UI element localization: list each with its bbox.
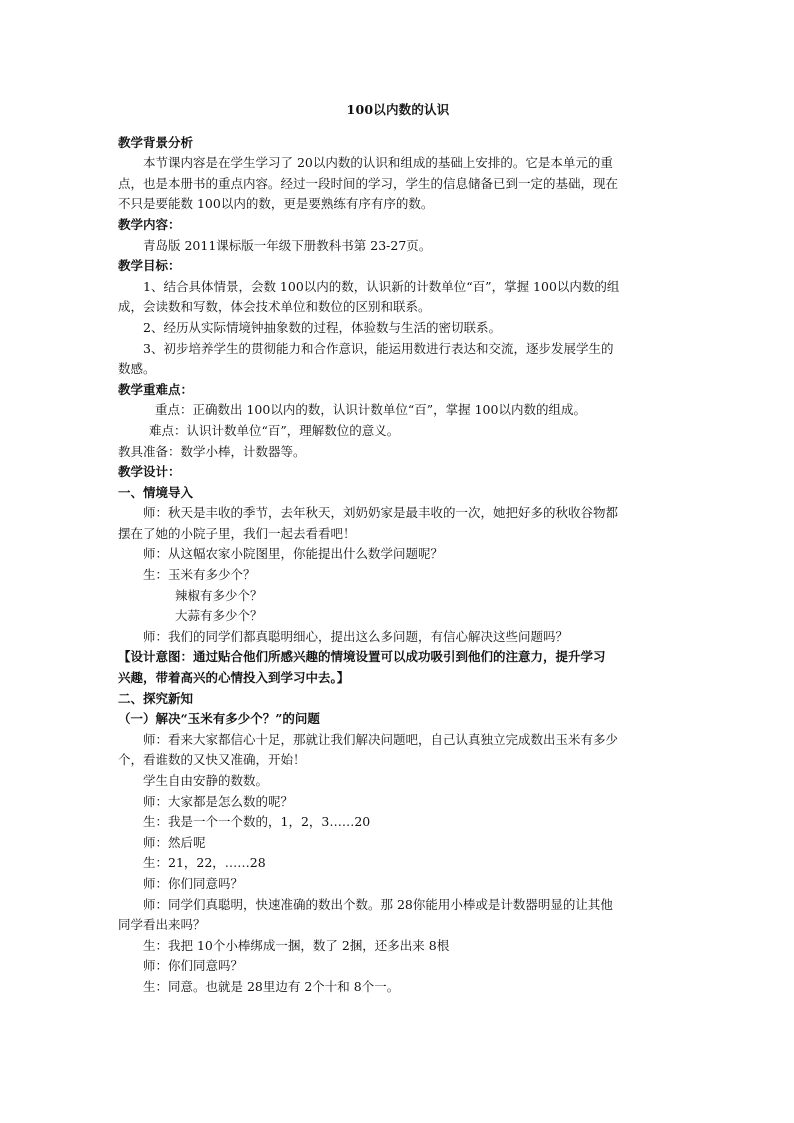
paragraph-line: 师：从这幅农家小院图里，你能提出什么数学问题呢？	[143, 546, 444, 562]
paragraph-line: 辣椒有多少个？	[175, 587, 263, 603]
paragraph-line: 点，也是本册书的重点内容。经过一段时间的学习，学生的信息储备已到一定的基础，现在	[118, 175, 619, 191]
section-heading: 一、情境导入	[118, 484, 194, 500]
paragraph-line: 师：我们的同学们都真聪明细心，提出这么多问题，有信心解决这些问题吗？	[143, 628, 569, 644]
paragraph-line: 2、经历从实际情境钟抽象数的过程，体验数与生活的密切联系。	[143, 319, 501, 335]
paragraph-line: 大蒜有多少个？	[175, 608, 263, 624]
paragraph-line: 师：秋天是丰收的季节，去年秋天，刘奶奶家是最丰收的一次，她把好多的秋收谷物都	[143, 505, 619, 521]
paragraph-line: 难点：认识计数单位“百”，理解数位的意义。	[149, 422, 400, 438]
paragraph-line: 师：你们同意吗？	[143, 875, 244, 891]
section-heading: 教学目标：	[118, 258, 181, 274]
section-heading: 教学内容：	[118, 216, 181, 232]
section-heading: 教学背景分析	[118, 134, 194, 150]
paragraph-line: 3、初步培养学生的贯彻能力和合作意识，能运用数进行表达和交流，逐步发展学生的	[143, 340, 614, 356]
paragraph-line: 数感。	[118, 361, 156, 377]
design-note-line: 兴趣，带着高兴的心情投入到学习中去。】	[118, 670, 350, 686]
section-heading: 二、探究新知	[118, 690, 194, 706]
document-title: 100以内数的认识	[346, 102, 450, 117]
paragraph-line: 同学看出来吗？	[118, 917, 206, 933]
paragraph-line: 生：我把 10个小棒绑成一捆，数了 2捆，还多出来 8根	[143, 937, 450, 953]
section-heading: 教学设计：	[118, 464, 181, 480]
paragraph-line: 成，会读数和写数，体会技术单位和数位的区别和联系。	[118, 299, 431, 315]
paragraph-line: 学生自由安静的数数。	[143, 773, 269, 788]
document-body	[118, 133, 678, 998]
paragraph-line: 本节课内容是在学生学习了 20以内数的认识和组成的基础上安排的。它是本单元的重	[143, 155, 613, 171]
paragraph-line: 重点：正确数出 100以内的数，认识计数单位“百”，掌握 100以内数的组成。	[155, 402, 586, 418]
section-heading: （一）解决“玉米有多少个？”的问题	[118, 711, 320, 727]
paragraph-line: 个，看谁数的又快又准确，开始！	[118, 752, 306, 768]
design-note-line: 【设计意图：通过贴合他们所感兴趣的情境设置可以成功吸引到他们的注意力，提升学习	[118, 649, 606, 665]
paragraph-line: 生：21，22，……28	[143, 855, 266, 871]
paragraph-line: 摆在了她的小院子里，我们一起去看看吧！	[118, 525, 356, 541]
paragraph-line: 师：然后呢	[143, 834, 206, 850]
section-heading: 教学重难点：	[118, 381, 194, 397]
paragraph-line: 师：同学们真聪明，快速准确的数出个数。那 28你能用小棒或是计数器明显的让其他	[143, 896, 613, 912]
paragraph-line: 教具准备：数学小棒，计数器等。	[118, 443, 306, 459]
document-page	[118, 100, 678, 998]
paragraph-line: 青岛版 2011课标版一年级下册教科书第 23-27页。	[143, 237, 432, 253]
paragraph-line: 师：看来大家都信心十足，那就让我们解决问题吧，自己认真独立完成数出玉米有多少	[143, 731, 619, 747]
paragraph-line: 生：同意。也就是 28里边有 2个十和 8个一。	[143, 978, 400, 994]
paragraph-line: 生：我是一个一个数的，1，2，3……20	[143, 814, 371, 830]
paragraph-line: 师：大家都是怎么数的呢？	[143, 793, 294, 809]
paragraph-line: 不只是要能数 100以内的数，更是要熟练有序有序的数。	[118, 196, 434, 212]
paragraph-line: 1、结合具体情景，会数 100以内的数，认识新的计数单位“百”，掌握 100以内数的组	[143, 278, 620, 294]
paragraph-line: 师：你们同意吗？	[143, 958, 244, 974]
paragraph-line: 生：玉米有多少个？	[143, 567, 256, 583]
